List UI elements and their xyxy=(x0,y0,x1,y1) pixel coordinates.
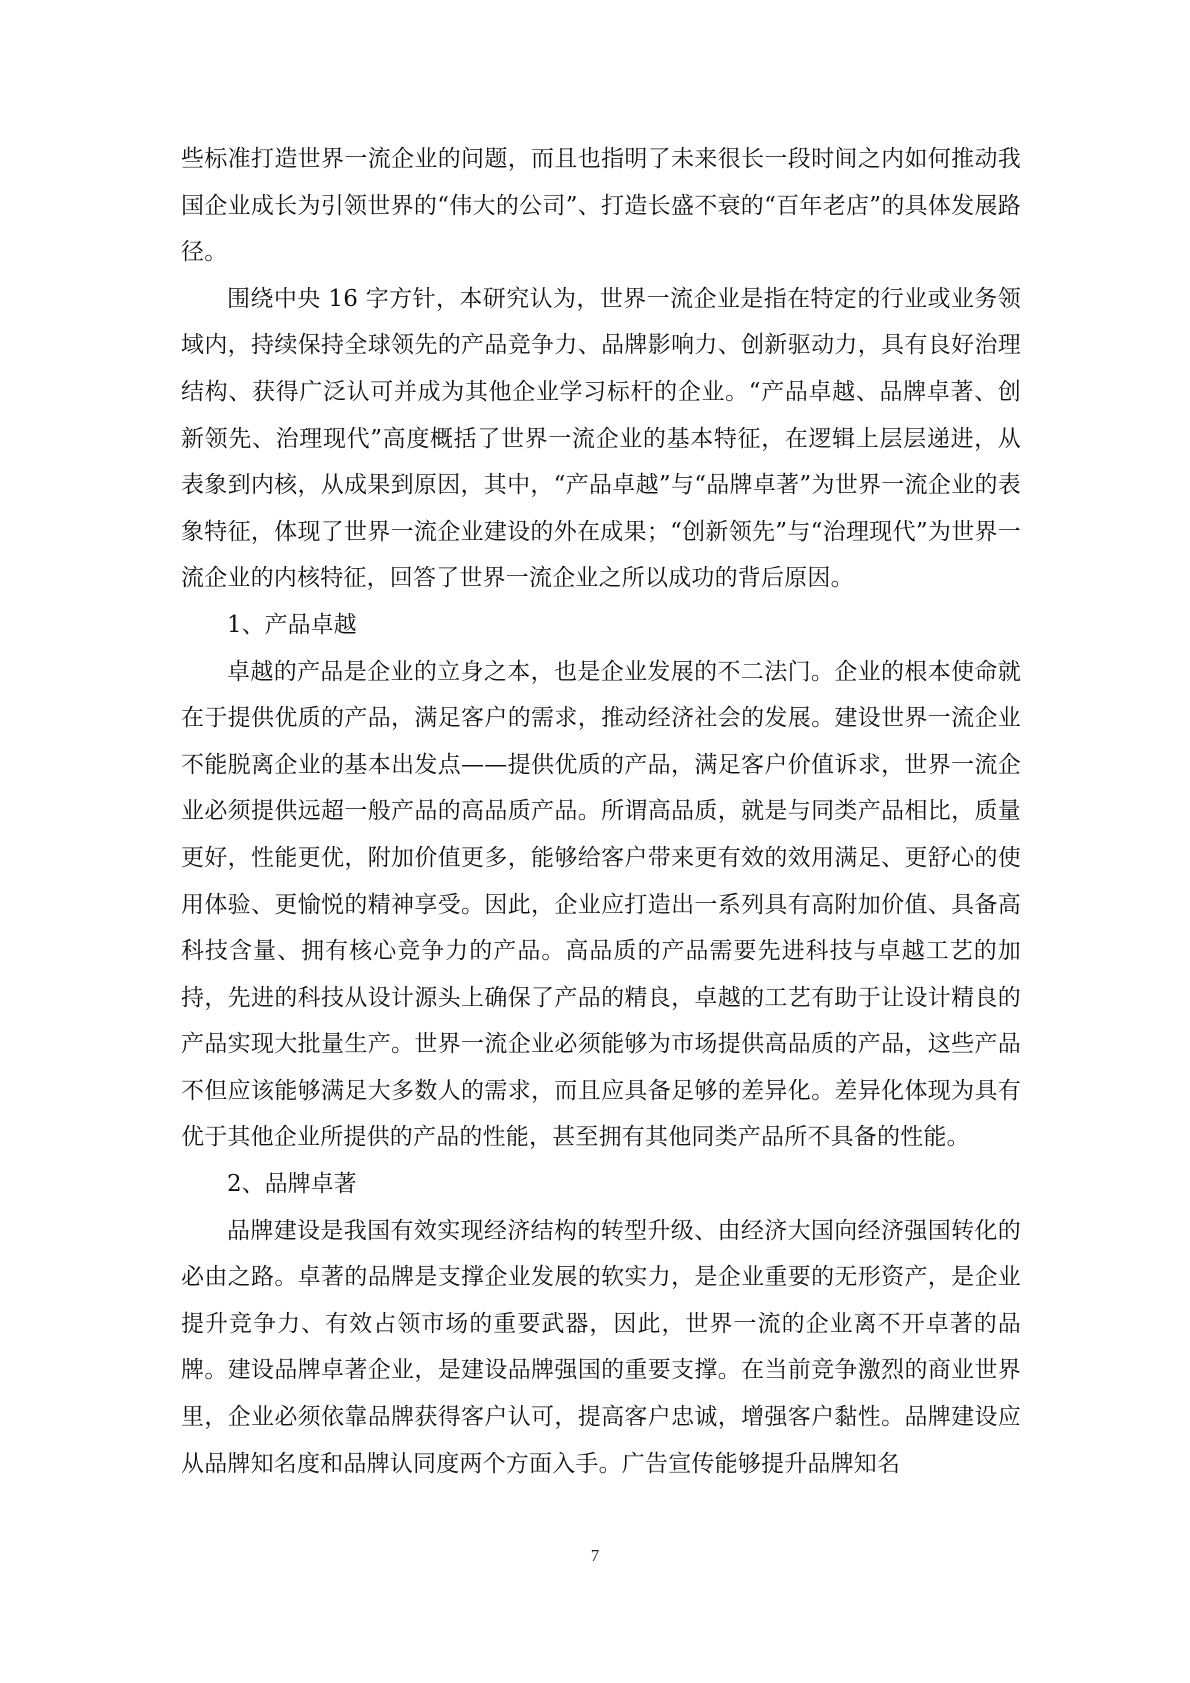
paragraph-definition: 围绕中央 16 字方针，本研究认为，世界一流企业是指在特定的行业或业务领域内，持续保持全球领先的产品竞争力、品牌影响力、创新驱动力，具有良好治理结构、获得广泛认可并成为其他企业学习标杆的企业。“产品卓越、品牌卓著、创新领先、治理现代”高度概括了世界一流企业的基本特征，在逻辑上层层递进，从表象到内核，从成果到原因，其中，“产品卓越”与“品牌卓著”为世界一流企业的表象特征，体现了世界一流企业建设的外在成果；“创新领先”与“治理现代”为世界一流企业的内核特征，回答了世界一流企业之所以成功的背后原因。 xyxy=(181,285,1021,592)
section-heading-product-excellence: 1、产品卓越 xyxy=(227,611,357,638)
paragraph-product-excellence: 卓越的产品是企业的立身之本，也是企业发展的不二法门。企业的根本使命就在于提供优质的产品，满足客户的需求，推动经济社会的发展。建设世界一流企业不能脱离企业的基本出发点——提供优质的产品，满足客户价值诉求，世界一流企业必须提供远超一般产品的高品质产品。所谓高品质，就是与同类产品相比，质量更好，性能更优，附加价值更多，能够给客户带来更有效的效用满足、更舒心的使用体验、更愉悦的精神享受。因此，企业应打造出一系列具有高附加价值、具备高科技含量、拥有核心竞争力的产品。高品质的产品需要先进科技与卓越工艺的加持，先进的科技从设计源头上确保了产品的精良，卓越的工艺有助于让设计精良的产品实现大批量生产。世界一流企业必须能够为市场提供高品质的产品，这些产品不但应该能够满足大多数人的需求，而且应具备足够的差异化。差异化体现为具有优于其他企业所提供的产品的性能，甚至拥有其他同类产品所不具备的性能。 xyxy=(181,658,1021,1151)
paragraph-brand-eminence: 品牌建设是我国有效实现经济结构的转型升级、由经济大国向经济强国转化的必由之路。卓著的品牌是支撑企业发展的软实力，是企业重要的无形资产，是企业提升竞争力、有效占领市场的重要武器，因此，世界一流的企业离不开卓著的品牌。建设品牌卓著企业，是建设品牌强国的重要支撑。在当前竞争激烈的商业世界里，企业必须依靠品牌获得客户认可，提高客户忠诚，增强客户黏性。品牌建设应从品牌知名度和品牌认同度两个方面入手。广告宣传能够提升品牌知名 xyxy=(181,1217,1021,1477)
section-heading-brand-eminence: 2、品牌卓著 xyxy=(227,1171,357,1198)
paragraph-continuation: 些标准打造世界一流企业的问题，而且也指明了未来很长一段时间之内如何推动我国企业成长为引领世界的“伟大的公司”、打造长盛不衰的“百年老店”的具体发展路径。 xyxy=(181,146,1021,266)
document-body xyxy=(181,136,1021,1487)
page-number: 7 xyxy=(590,1546,600,1565)
